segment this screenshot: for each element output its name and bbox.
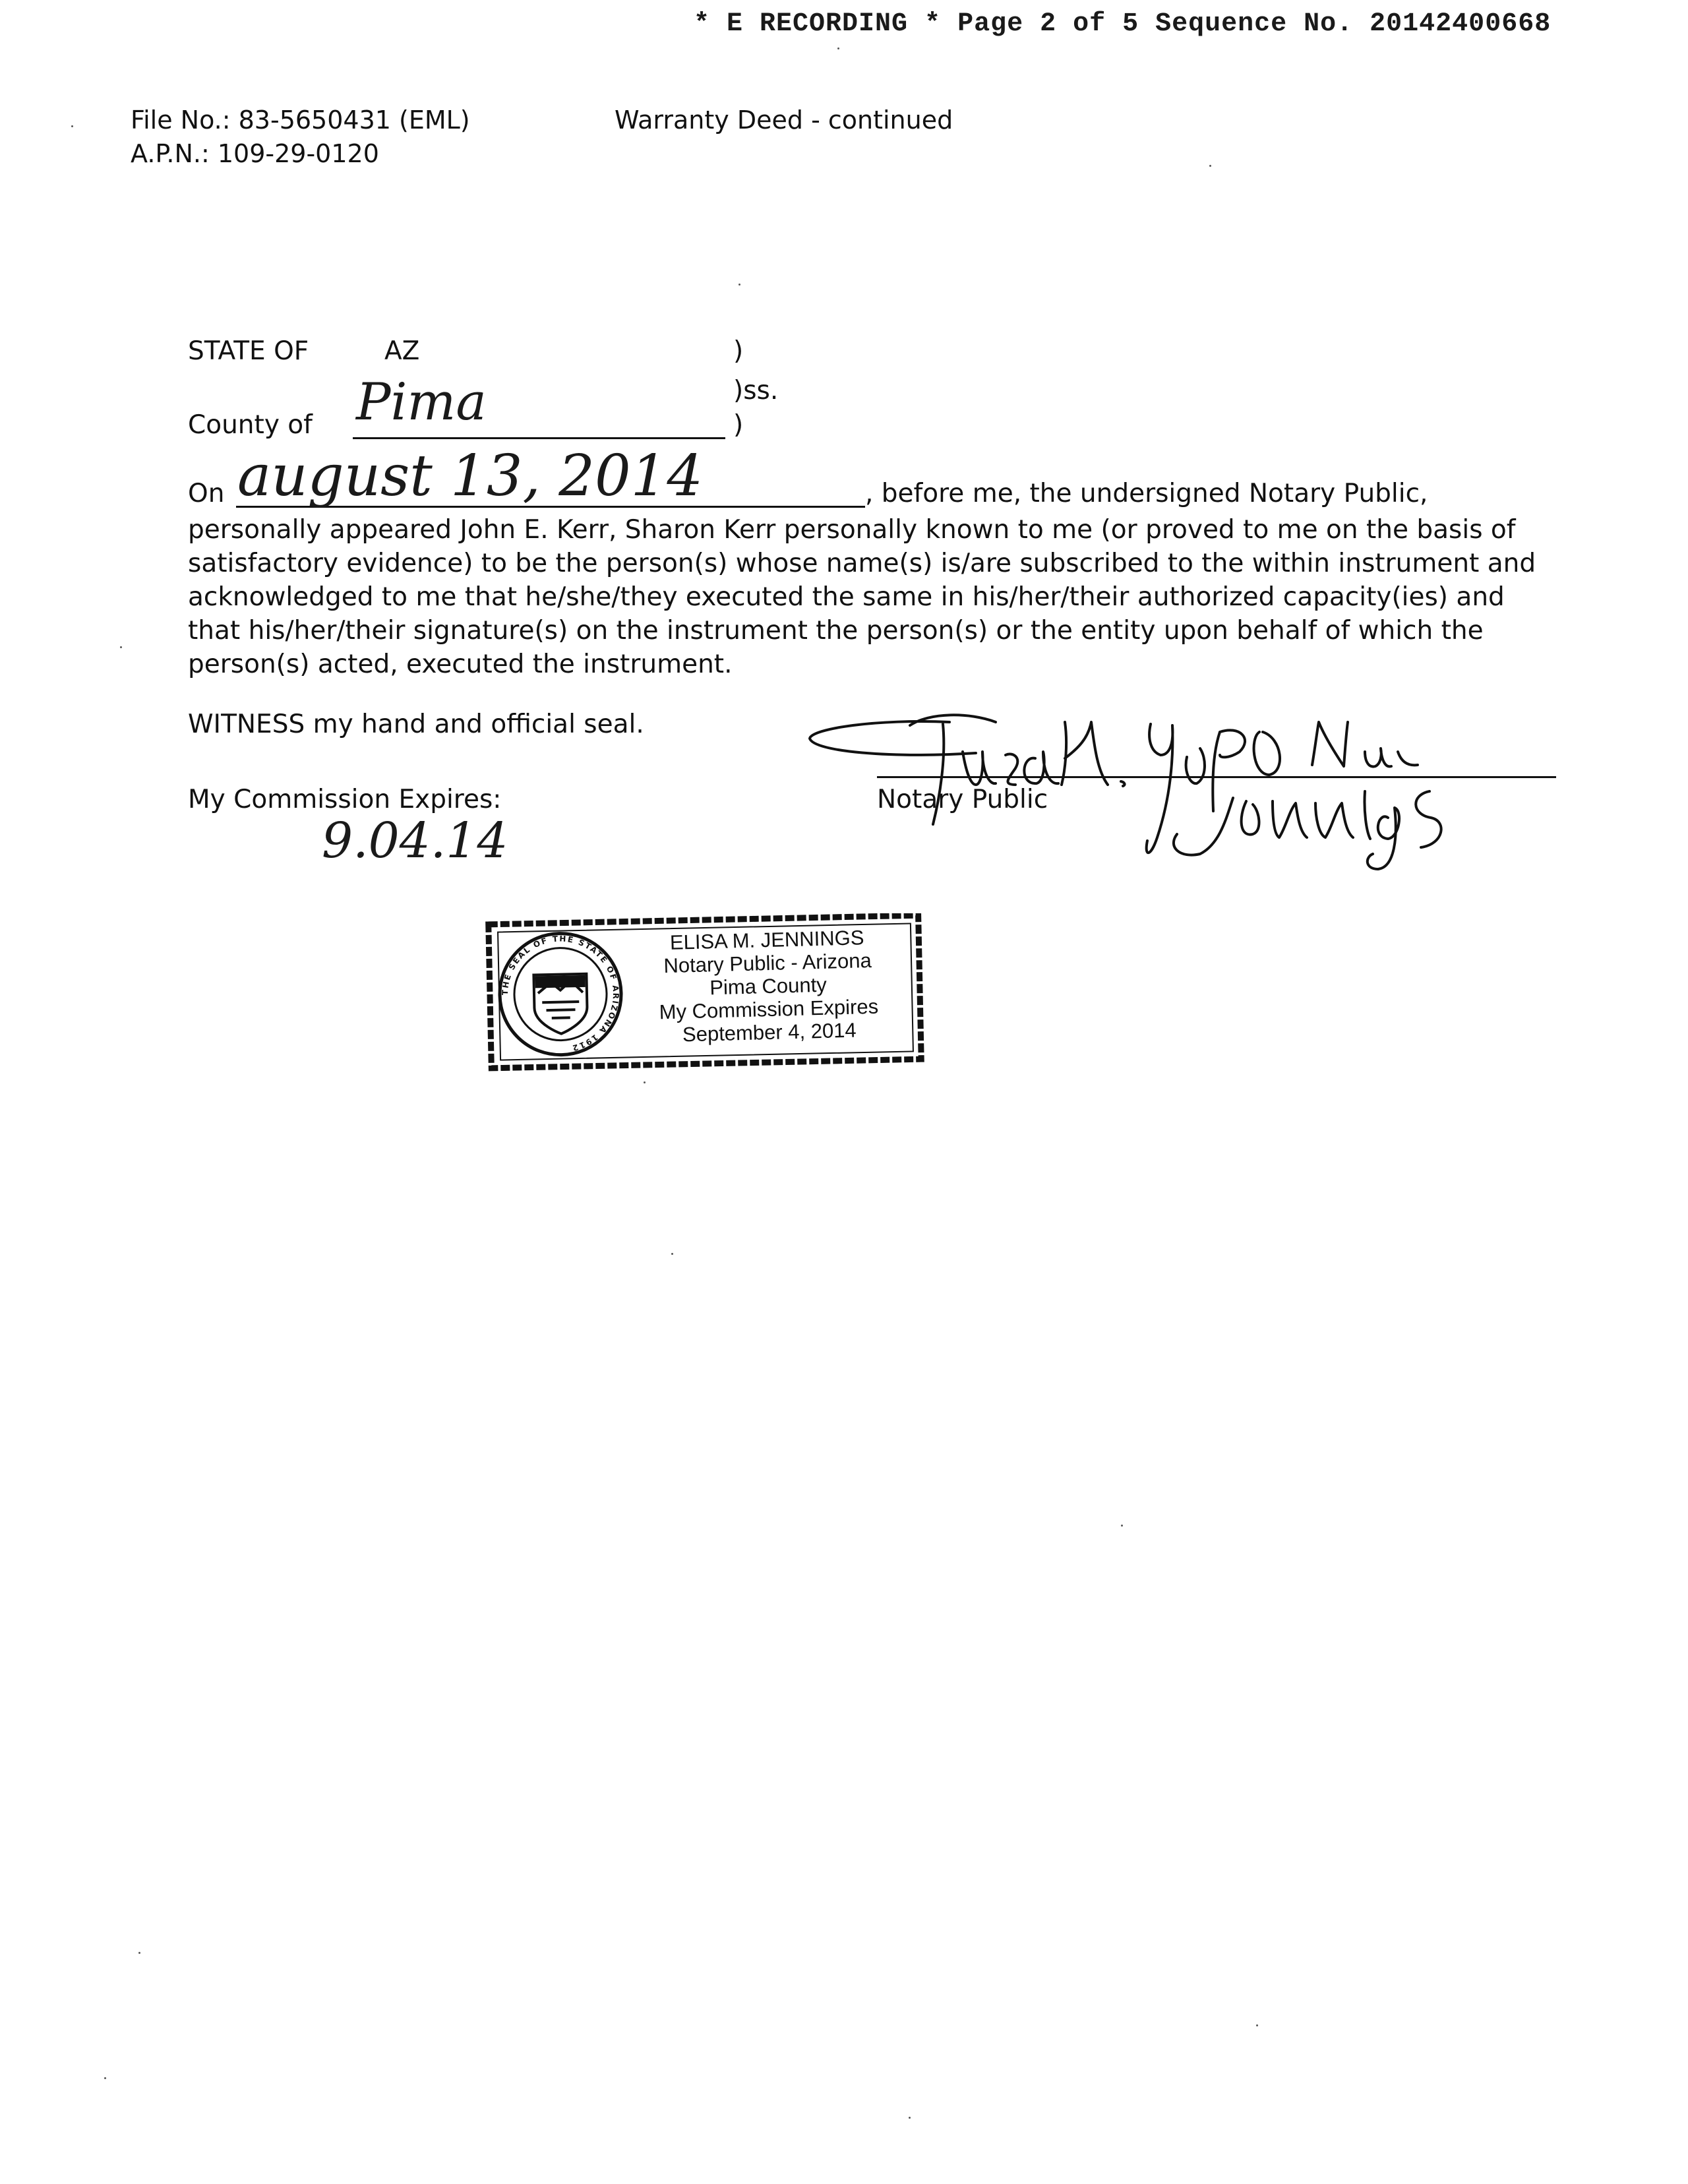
scan-speck [671, 1253, 673, 1255]
acknowledgment-paragraph [188, 513, 1536, 681]
scan-speck [1256, 2024, 1258, 2026]
acknowledgment-line: person(s) acted, executed the instrument. [188, 650, 733, 679]
state-label: STATE OF [188, 336, 309, 366]
document-title: Warranty Deed - continued [615, 106, 953, 135]
county-label: County of [188, 410, 313, 440]
stamp-commission-label: My Commission Expires [659, 994, 879, 1024]
acknowledgment-line: that his/her/their signature(s) on the instrument the person(s) or the entity upon behalf of which the [188, 616, 1484, 646]
commission-expires-label: My Commission Expires: [188, 785, 502, 814]
acknowledgment-line: personally appeared John E. Kerr, Sharon Kerr personally known to me (or proved to me on the basis of [188, 515, 1516, 545]
seal-text: THE SEAL OF THE STATE OF ARIZONA 1912 [500, 934, 621, 1053]
notary-signature [798, 686, 1457, 884]
file-number: File No.: 83-5650431 (EML) [131, 106, 470, 135]
scan-speck [1209, 165, 1211, 167]
scan-speck [837, 47, 839, 49]
on-label: On [188, 479, 225, 508]
acknowledgment-line: acknowledged to me that he/she/they executed the same in his/her/their authorized capacity(ies) and [188, 582, 1505, 612]
stamp-commission-date: September 4, 2014 [682, 1018, 857, 1046]
stamp-text [635, 925, 901, 1047]
ss-mark: )ss. [733, 376, 779, 406]
state-value: AZ [384, 336, 420, 366]
venue-bracket: ) [733, 336, 744, 366]
scan-speck [644, 1081, 646, 1083]
stamp-notary-title: Notary Public - Arizona [663, 948, 872, 978]
notary-intro-text: , before me, the undersigned Notary Public, [865, 479, 1428, 508]
county-handwritten: Pima [356, 373, 487, 432]
witness-statement: WITNESS my hand and official seal. [188, 710, 644, 739]
apn-number: A.P.N.: 109-29-0120 [131, 139, 379, 168]
stamp-county: Pima County [709, 973, 828, 1000]
acknowledgment-line: satisfactory evidence) to be the person(s) whose name(s) is/are subscribed to the within instrument and [188, 549, 1536, 578]
scan-speck [104, 2077, 106, 2079]
recording-header: * E RECORDING * Page 2 of 5 Sequence No. 20142400668 [694, 9, 1552, 39]
date-handwritten: august 13, 2014 [237, 443, 704, 509]
venue-bracket: ) [733, 410, 744, 440]
scan-speck [738, 284, 740, 286]
scan-speck [138, 1952, 140, 1954]
commission-expires-handwritten: 9.04.14 [322, 812, 508, 869]
state-seal-icon [498, 932, 622, 1056]
scan-speck [120, 646, 122, 648]
scan-speck [1121, 1525, 1123, 1527]
stamp-notary-name: ELISA M. JENNINGS [669, 926, 864, 954]
county-underline [353, 437, 725, 439]
scan-speck [909, 2117, 911, 2119]
notary-public-label: Notary Public [877, 785, 1048, 814]
scan-speck [71, 125, 73, 127]
